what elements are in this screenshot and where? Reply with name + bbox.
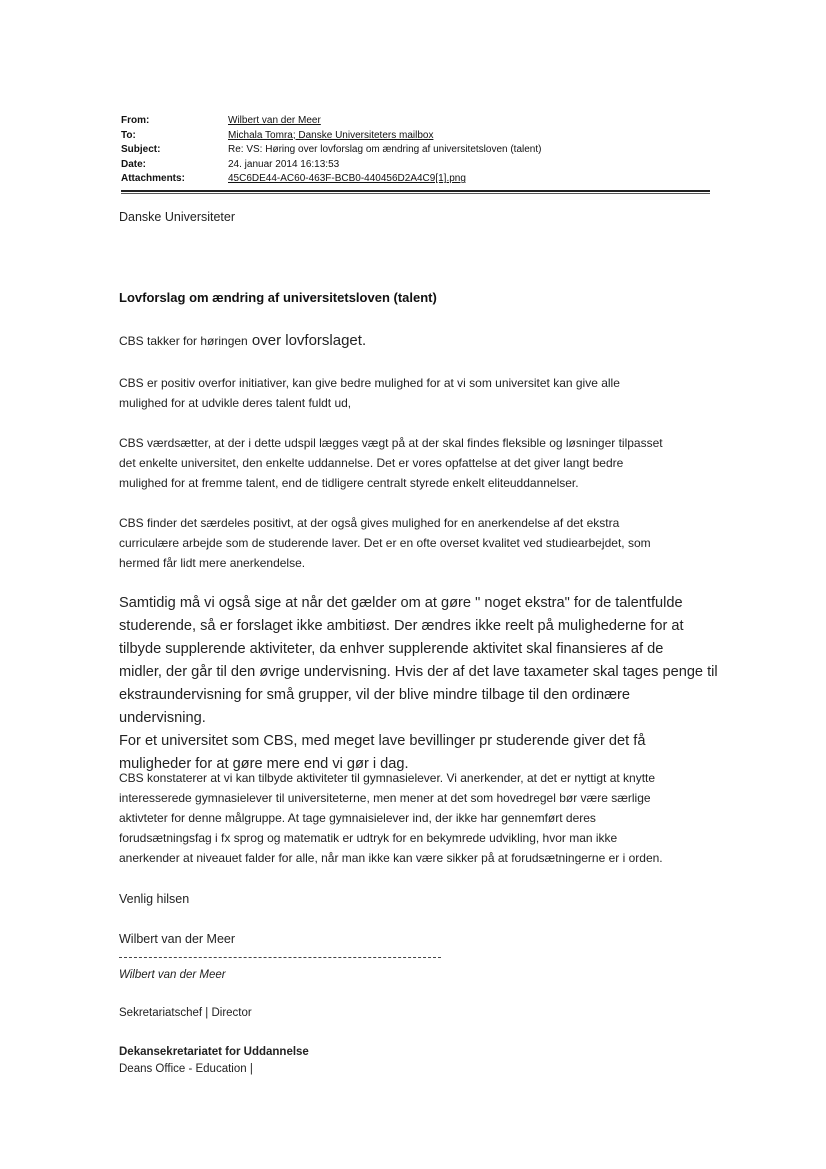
- signature-title: Sekretariatschef | Director: [119, 1007, 252, 1019]
- from-label: From:: [121, 115, 150, 126]
- subject-value: Re: VS: Høring over lovforslag om ændring af universitetsloven (talent): [228, 144, 542, 155]
- date-value: 24. januar 2014 16:13:53: [228, 158, 340, 170]
- signature-divider: [119, 957, 441, 958]
- paragraph-thanks-end: over lovforslaget.: [247, 332, 367, 349]
- to-label: To:: [121, 129, 136, 141]
- paragraph-ambition: Samtidig må vi også sige at når det gælder om at gøre " noget ekstra" for de talentfulde studerende, så er forslaget ikke ambitiøst. Der ændres ikke reelt på mulighederne for at tilbyde supplerende aktiviteter, da enhver supplerende aktivitet skal finansieres af de midler, der går til den øvrige undervisning. Hvis der af det lave taxameter skal tages penge til ekstraundervisning for små grupper, vil der blive mindre tilbage til den ordinære undervisning. For et universitet som CBS, med meget lave bevillinger pr studerende giver det få muligheder for at gøre mere end vi gør i dag.: [119, 595, 718, 772]
- recipient-line: Danske Universiteter: [119, 210, 236, 224]
- signer-name: Wilbert van der Meer: [119, 932, 236, 946]
- from-row: [121, 114, 711, 129]
- subject-row: [121, 143, 711, 158]
- header-divider: [121, 190, 710, 192]
- to-row: [121, 129, 711, 144]
- attachment-link[interactable]: 45C6DE44-AC60-463F-BCB0-440456D2A4C9[1].png: [228, 173, 466, 184]
- paragraph-high-school-students: CBS konstaterer at vi kan tilbyde aktiviteter til gymnasielever. Vi anerkender, at det er nyttigt at knytte interesserede gymnasielever til universiteterne, men mener at det som hovedregel bør være særlige aktivteter for denne målgruppe. At tage gymnaisielever ind, der ikke har gennemført deres forudsætningsfag i fx sprog og matematik er udtryk for en bekymrede udvikling, hvor man ikke anerkender at niveauet falder for alle, når man ikke kan være sikker på at forudsætningerne er i orden.: [119, 771, 663, 865]
- attachments-row: [121, 172, 711, 187]
- header-divider-thin: [121, 193, 710, 194]
- letter-heading: Lovforslag om ændring af universitetsloven (talent): [119, 290, 437, 305]
- paragraph-flexible-solutions: CBS værdsætter, at der i dette udspil lægges vægt på at der skal findes fleksible og løsninger tilpasset det enkelte universitet, den enkelte uddannelse. Det er vores opfattelse at det giver langt bedre mulighed for at fremme talent, end de tidligere centralt styrede enkelt eliteuddannelser.: [119, 436, 663, 490]
- to-value[interactable]: Michala Tomra; Danske Universiteters mailbox: [228, 129, 434, 141]
- from-value[interactable]: Wilbert van der Meer: [228, 115, 321, 126]
- paragraph-thanks-start: CBS takker for høringen: [119, 334, 248, 348]
- email-header: [121, 114, 711, 187]
- subject-label: Subject:: [121, 144, 161, 155]
- signature-name: Wilbert van der Meer: [119, 969, 226, 981]
- paragraph-extracurricular: CBS finder det særdeles positivt, at der også gives mulighed for en anerkendelse af det ekstra curriculære arbejde som de studerende laver. Det er en ofte overset kvalitet ved studiearbejdet, som hermed får lidt mere anerkendelse.: [119, 516, 651, 570]
- attachments-label: Attachments:: [121, 173, 185, 184]
- date-label: Date:: [121, 158, 147, 170]
- signature-department-en: Deans Office - Education |: [119, 1063, 253, 1075]
- date-row: [121, 158, 711, 173]
- paragraph-thanks: [119, 331, 366, 351]
- paragraph-initiatives: CBS er positiv overfor initiativer, kan give bedre mulighed for at vi som universitet kan give alle mulighed for at udvikle deres talent fuldt ud,: [119, 376, 620, 410]
- closing-greeting: Venlig hilsen: [119, 892, 190, 906]
- signature-department: Dekansekretariatet for Uddannelse: [119, 1046, 309, 1058]
